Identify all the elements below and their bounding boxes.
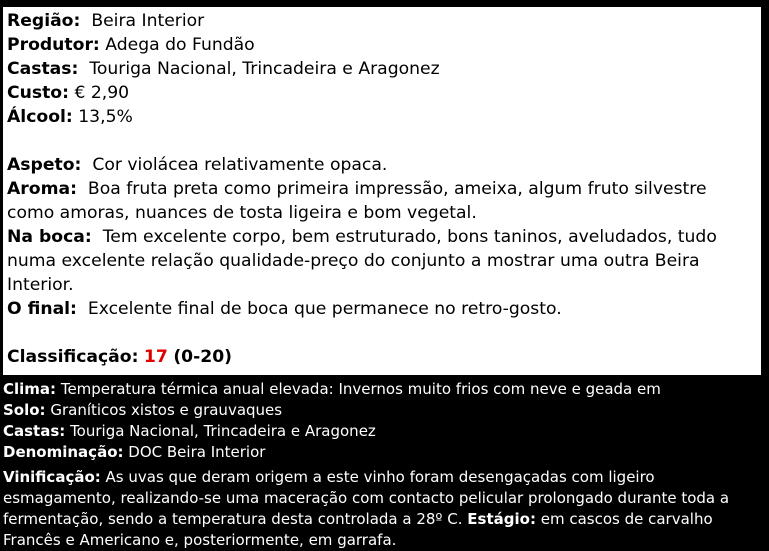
- tech-grapes-value: Touriga Nacional, Trincadeira e Aragonez: [70, 422, 376, 440]
- grapes-label: Castas:: [7, 59, 79, 79]
- finish-value: Excelente final de boca que permanece no retro-gosto.: [87, 299, 562, 319]
- soil-line: [3, 400, 763, 421]
- climate-line: [3, 379, 763, 400]
- aroma-label: Aroma:: [7, 179, 77, 199]
- technical-details-panel: [3, 379, 763, 551]
- denomination-value: DOC Beira Interior: [128, 443, 266, 461]
- vinification-label: Vinificação:: [3, 468, 101, 486]
- vinification-paragraph: [3, 467, 759, 551]
- rating-scale: (0-20): [173, 347, 233, 367]
- grapes-line: [7, 57, 757, 81]
- region-value: Beira Interior: [91, 11, 205, 31]
- finish-line: [7, 297, 757, 321]
- appearance-label: Aspeto:: [7, 155, 82, 175]
- rating-score: 17: [143, 347, 168, 367]
- cost-line: [7, 81, 757, 105]
- aging-label: Estágio:: [467, 510, 536, 528]
- cost-value: € 2,90: [74, 83, 130, 103]
- tech-grapes-line: [3, 421, 763, 442]
- soil-value: Graníticos xistos e grauvaques: [50, 401, 283, 419]
- aging-value: em cascos de carvalho Francês e Americano e, posteriormente, em garrafa.: [3, 510, 713, 549]
- region-line: [7, 9, 757, 33]
- rating-line: [7, 345, 757, 369]
- climate-value: Temperatura térmica anual elevada: Invernos muito frios com neve e geada em: [60, 380, 661, 398]
- finish-label: O final:: [7, 299, 77, 319]
- cost-label: Custo:: [7, 83, 69, 103]
- palate-line: [7, 225, 757, 297]
- appearance-line: [7, 153, 757, 177]
- vinification-value: As uvas que deram origem a este vinho foram desengaçadas com ligeiro esmagamento, realizando-se uma maceração com contacto pelicular prolongado durante toda a fermentação, sendo a temperatura desta controlada a 28º C.: [3, 468, 730, 528]
- alcohol-line: [7, 105, 757, 129]
- producer-label: Produtor:: [7, 35, 100, 55]
- climate-label: Clima:: [3, 380, 57, 398]
- denomination-line: [3, 442, 763, 463]
- tech-grapes-label: Castas:: [3, 422, 66, 440]
- tasting-notes-panel: [3, 7, 761, 375]
- soil-label: Solo:: [3, 401, 46, 419]
- grapes-value: Touriga Nacional, Trincadeira e Aragonez: [89, 59, 440, 79]
- denomination-label: Denominação:: [3, 443, 124, 461]
- palate-label: Na boca:: [7, 227, 92, 247]
- rating-label: Classificação:: [7, 347, 139, 367]
- appearance-value: Cor violácea relativamente opaca.: [92, 155, 388, 175]
- region-label: Região:: [7, 11, 81, 31]
- alcohol-value: 13,5%: [78, 107, 133, 127]
- producer-value: Adega do Fundão: [105, 35, 255, 55]
- aroma-line: [7, 177, 757, 225]
- aroma-value: Boa fruta preta como primeira impressão, ameixa, algum fruto silvestre como amoras, nuances de tosta ligeira e bom vegetal.: [7, 179, 707, 223]
- producer-line: [7, 33, 757, 57]
- alcohol-label: Álcool:: [7, 107, 73, 127]
- palate-value: Tem excelente corpo, bem estruturado, bons taninos, aveludados, tudo numa excelente relação qualidade-preço do conjunto a mostrar uma outra Beira Interior.: [7, 227, 717, 295]
